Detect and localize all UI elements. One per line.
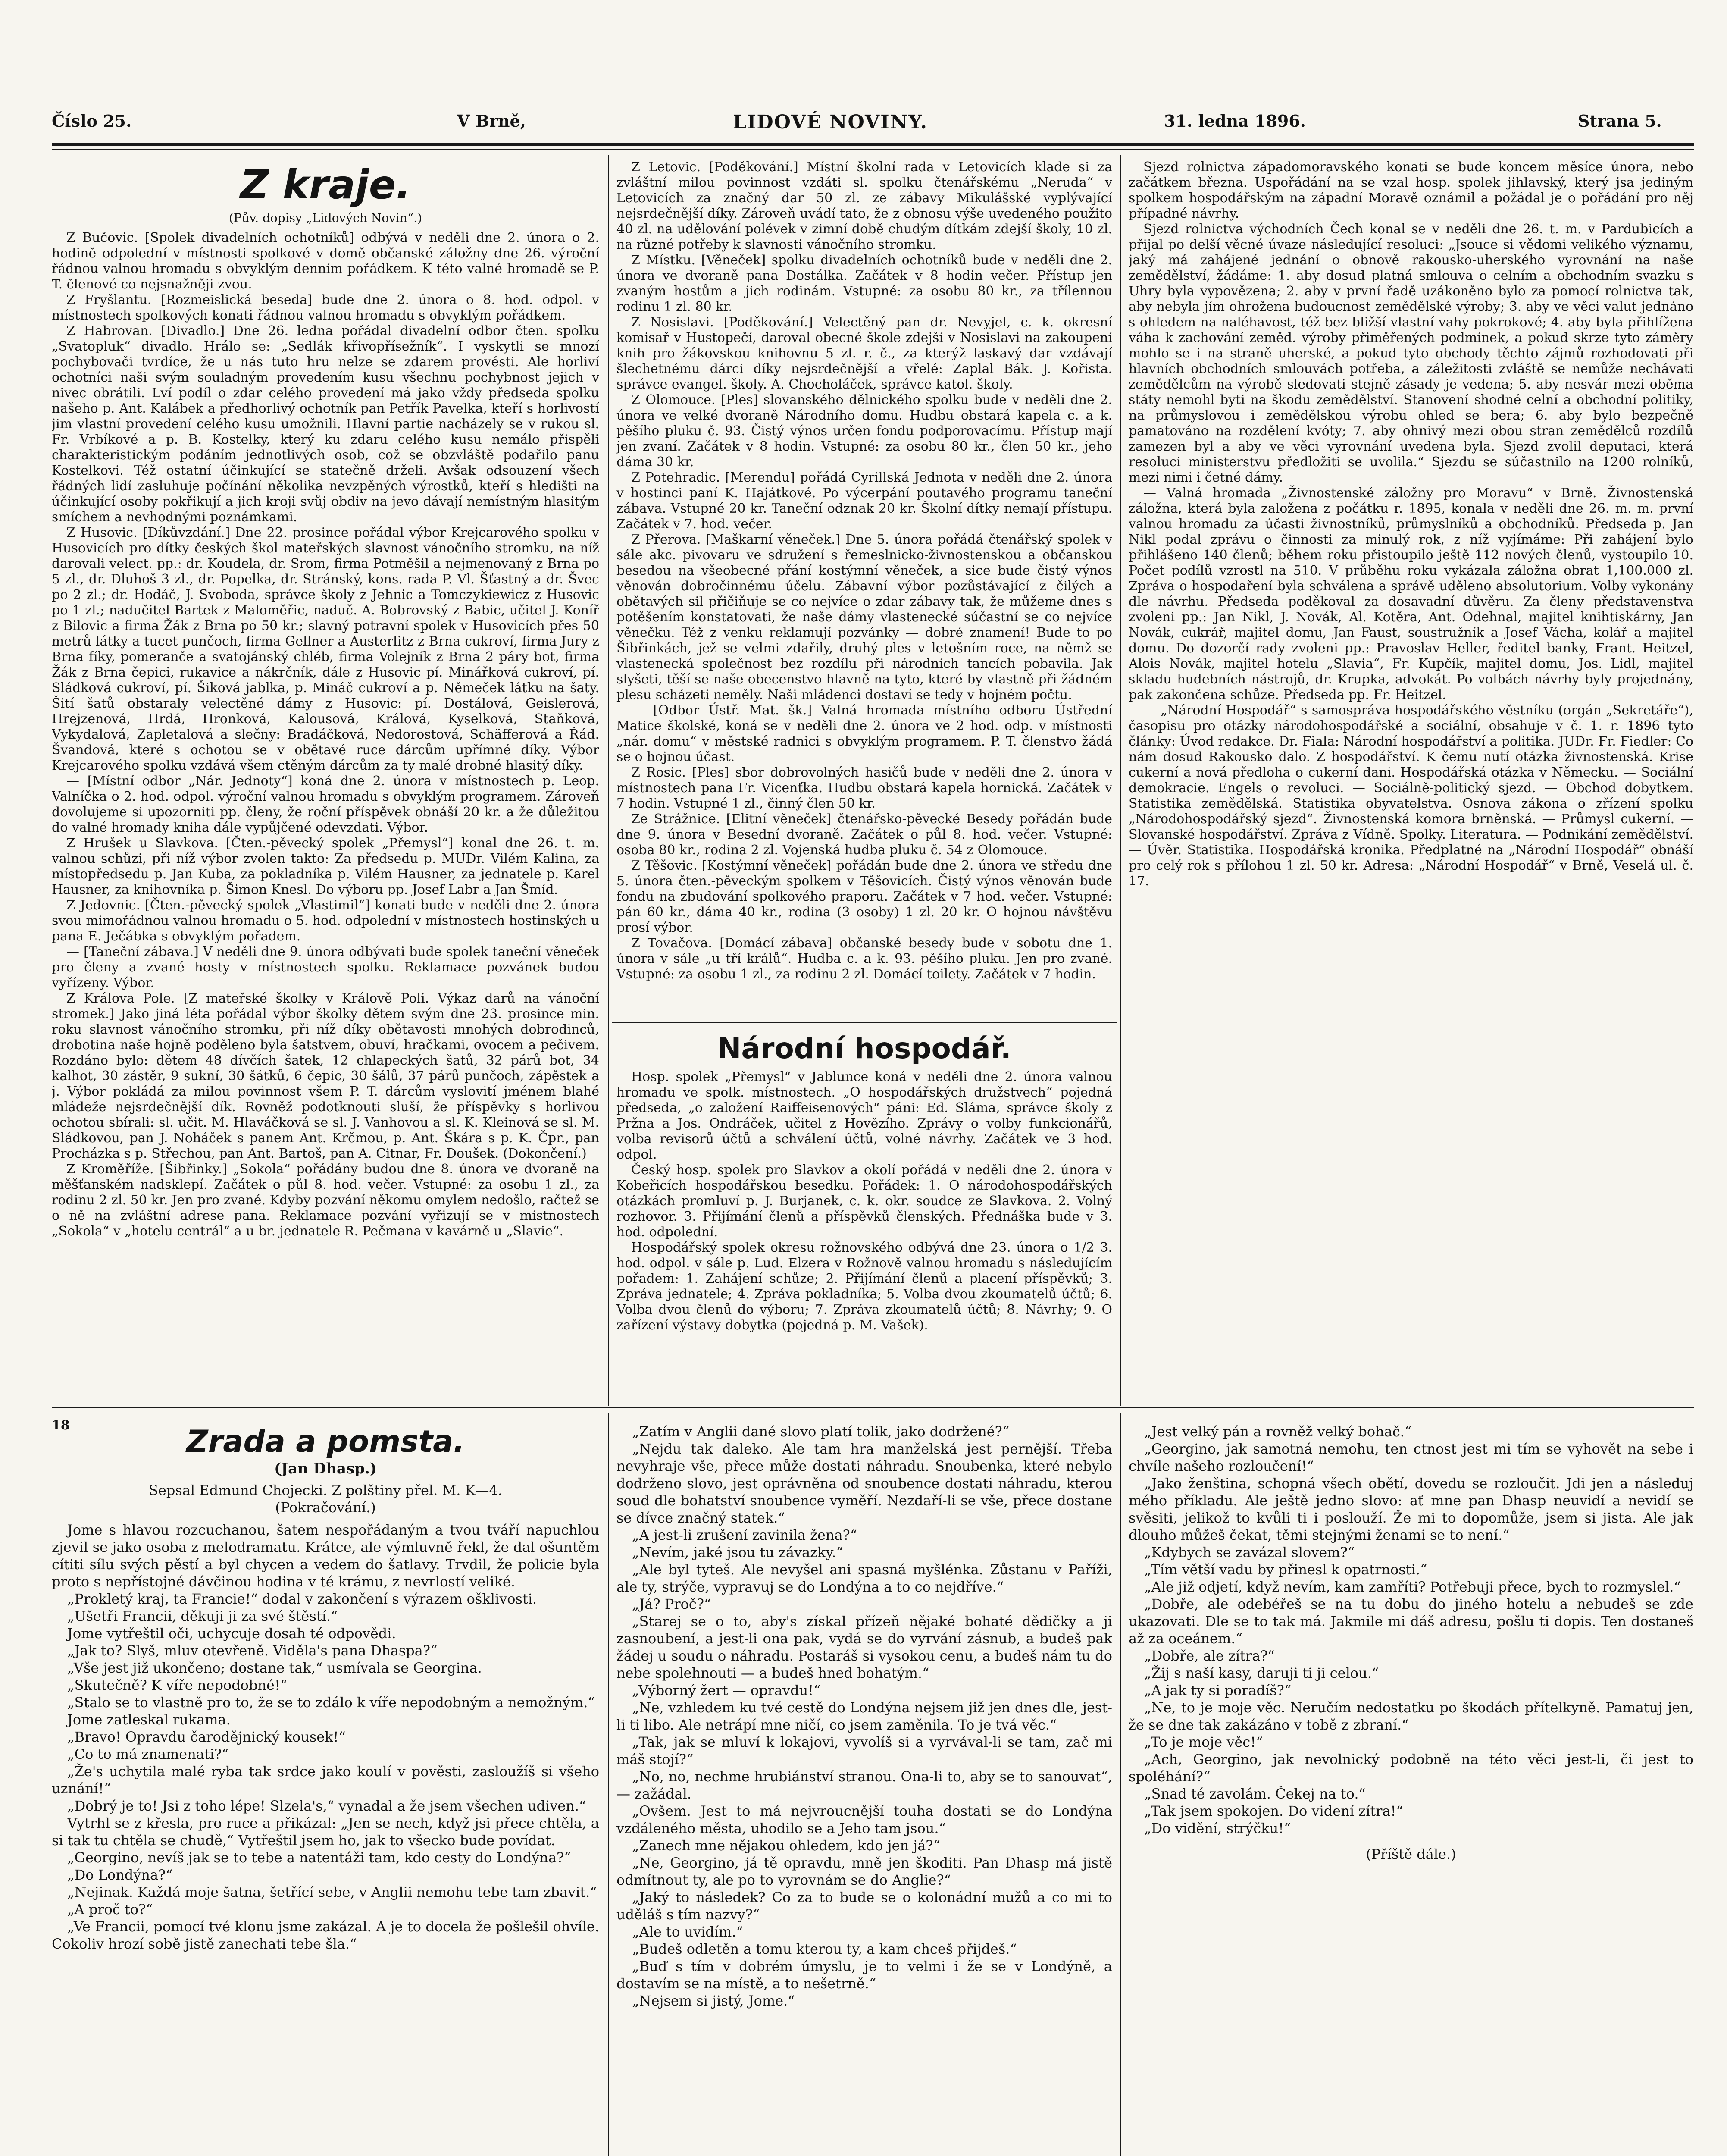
- news-item: Z Fryšlantu. [Rozmeislická beseda] bude dne 2. února o 8. hod. odpol. v místnostech spolkových konati řádnou valnou hromadu s obvyklým pořádkem.: [52, 292, 599, 323]
- news-item: Z Jedovnic. [Čten.-pěvecký spolek „Vlastimil“] konati bude v neděli dne 2. února svou mimořádnou valnou hromadu o 5. hod. odpolední v místnostech hostinských u pana E. Ječábka s obvyklým pořadem.: [52, 898, 599, 944]
- news-item: Z Potehradic. [Merendu] pořádá Cyrillská Jednota v neděli dne 2. února v hostinci paní K. Hajátkové. Po výcerpání poutavého programu taneční zábava. Vstupné 20 kr. Taneční odznak 20 kr. Školní dítky nemají přístupu. Začátek v 7. hod. večer.: [616, 470, 1112, 532]
- news-item: Z Tovačova. [Domácí zábava] občanské besedy bude v sobotu dne 1. února v sále „u tří králů“. Hudba c. a k. 93. pěšího pluku. Jen pro zvané. Vstupné: za osobu 1 zl., za rodinu 2 zl. Domácí toilety. Začátek v 7 hodin.: [616, 936, 1112, 982]
- news-item: Ze Strážnice. [Elitní věneček] čtenářsko-pěvecké Besedy pořádán bude dne 9. února v Besední dvoraně. Začátek o půl 8. hod. večer. Vstupné: osoba 80 kr., rodina 2 zl. Vojenská hudba pluku č. 54 z Olomouce.: [616, 812, 1112, 858]
- feuilleton-paragraph: Vytrhl se z křesla, pro ruce a přikázal: „Jen se nech, když jsi přece chtěla, a si tak tu chtěla se chudě,“ Vytřeštil jsem ho, jak to všecko bude povídat.: [52, 1815, 599, 1849]
- feuilleton-paragraph: „No, no, nechme hrubiánství stranou. Ona-li to, aby se to sanouvat“, — zažádal.: [616, 1768, 1112, 1802]
- economy-item: Český hosp. spolek pro Slavkov a okolí pořádá v neděli dne 2. února v Kobeřicích hospodářskou besedku. Pořádek: 1. O národohospodářských otázkách promluví p. J. Burjanek, c. k. okr. soudce ze Slavkova. 2. Volný rozhovor. 3. Přijímání členů a příspěvků členských. Přednáška bude v 3. hod. odpolední.: [616, 1163, 1112, 1240]
- news-item: Z Kroměříže. [Šibřinky.] „Sokola“ pořádány budou dne 8. února ve dvoraně na měšťanském nadsklepí. Začátek o půl 8. hod. večer. Vstupné: za osobu 1 zl., za rodinu 2 zl. 50 kr. Jen pro zvané. Kdyby pozvání někomu omylem nedošlo, račtež se o ně na zvláštní adrese pana. Reklamace pozvání vyřizují se v místnostech „Sokola“ v „hotelu centrál“ a u br. jednatele R. Pečmana v kavárně u „Slavie“.: [52, 1162, 599, 1239]
- column-divider: [608, 155, 609, 1406]
- header-rule-thin: [52, 149, 1694, 150]
- news-item: Z Rosic. [Ples] sbor dobrovolných hasičů bude v neděli dne 2. února v místnostech pana Fr. Vicenťka. Hudbu obstará kapela hornická. Začátek v 7 hodin. Vstupné 1 zl., činný člen 50 kr.: [616, 765, 1112, 811]
- section-separator: [612, 1022, 1117, 1023]
- feuilleton-paragraph: „Starej se o to, aby's získal přízeň nějaké bohaté dědičky a ji zasnoubení, a jest-li ona pak, vydá se do vyrvání zásnub, a budeš pak žádej u soudu o náhradu. Postaráš si vysokou cenu, a budeš nám tu do nebe spolehnouti — a budeš hned bohatým.“: [616, 1613, 1112, 1681]
- economy-continued-column: [1129, 160, 1693, 1401]
- news-item: Z Přerova. [Maškarní věneček.] Dne 5. února pořádá čtenářský spolek v sále akc. pivovaru ve sdružení s řemeslnicko-živnostenskou a občanskou besedou na všeobecné přání kostýmní věneček, a sice bude čistý výnos věnován dobročinnému účelu. Zábavní výbor pozůstávající z čilých a obětavých sil přičiňuje se co nejvíce o zdar zábavy tak, že můžeme dnes s potěšením konstatovati, že naše dámy vlastenecké súčastní se co nejvíce věnečku. Též z venku reklamují pozvánky — dobré znamení! Bude to po Šibřinkách, jež se velmi zdařily, druhý ples v letošním roce, na němž se vlastenecká společnost bez rozdílu při národních tancích pobavila. Jak slyšeti, těší se naše obecenstvo hlavně na tyto, které by vlastně při žádném plesu scházeti neměly. Naši mládenci dostaví se tedy v hojném počtu.: [616, 532, 1112, 702]
- middle-news-column: [616, 160, 1112, 1018]
- feuilleton-paragraph: „A proč to?“: [67, 1901, 153, 1918]
- feuilleton-column-2: [616, 1423, 1112, 2156]
- feuilleton-paragraph: „Ovšem. Jest to má nejvroucnější touha dostati se do Londýna vzdáleného města, uhodilo se a Jeho tam jsou.“: [616, 1803, 1112, 1836]
- feuilleton-paragraph: „Nejinak. Každá moje šatna, šetřící sebe, v Anglii nemohu tebe tam zbavit.“: [67, 1884, 597, 1900]
- economy-item: Hosp. spolek „Přemysl“ v Jablunce koná v neděli dne 2. února valnou hromadu ve spolk. místnostech. „O hospodářských družstvech“ pojedná předseda, „o založení Raiffeisenových“ páni: Ed. Sláma, správce školy z Pržna a Jos. Ondráček, učitel z Hovězího. Zprávy o volby funkcionářů, volba revisorů účtů a schválení účtů, volné návrhy. Začátek ve 3 hod. odpol.: [616, 1069, 1112, 1162]
- feuilleton-paragraph: „Ale byl tyteš. Ale nevyšel ani spasná myšlénka. Zůstanu v Paříži, ale ty, strýče, vypravuj se do Londýna a to co nejdříve.“: [616, 1561, 1112, 1595]
- page-number: Strana 5.: [1578, 111, 1662, 131]
- feuilleton-paragraph: „Výborný žert — opravdu!“: [632, 1682, 821, 1698]
- feuilleton-paragraph: „Dobrý je to! Jsi z toho lépe! Slzela's,“ vynadal a že jsem všechen udiven.“: [67, 1798, 586, 1814]
- feuilleton-continued: (Pokračování.): [275, 1499, 376, 1516]
- city-label: V Brně,: [457, 111, 526, 131]
- feuilleton-paragraph: „Jest velký pán a rovněž velký bohač.“: [1144, 1423, 1412, 1440]
- economy-item: Sjezd rolnictva západomoravského konati se bude koncem měsíce února, nebo začátkem března. Uspořádání na se vzal hosp. spolek jihlavský, který jsa jediným spolkem hospodářským na západní Moravě oznámil a požádal je o pořádání pro něj případné návrhy.: [1129, 160, 1693, 221]
- feuilleton-paragraph: „Že's uchytila malé ryba tak srdce jako koulí v pověsti, zasloužíš si všeho uznání!“: [52, 1763, 599, 1797]
- feuilleton-paragraph: „Georgino, jak samotná nemohu, ten ctnost jest mi tím se vyhovět na sebe i chvíle našeho rozloučení!“: [1129, 1441, 1693, 1474]
- economy-item: — Valná hromada „Živnostenské záložny pro Moravu“ v Brně. Živnostenská záložna, která byla založena z počátku r. 1895, konala v neděli dne 26. m. m. první valnou hromadu za účasti živnostníků, průmyslníků a obchodníků. Předseda p. Jan Nikl podal zprávu o činnosti za minulý rok, z níž vyjímáme: Při zahájení bylo přihlášeno 140 členů; během roku přistoupilo ještě 112 nových členů, vystoupilo 10. Počet podílů vzrostl na 510. V průběhu roku vykázala záložna obrat 1,100.000 zl. Zpráva o hospodaření byla schválena a správě uděleno absolutorium. Volby vykonány dle návrhu. Předseda poděkoval za dosavadní důvěru. Za členy představenstva zvoleni pp.: Jan Nikl, J. Novák, Al. Kotěra, Ant. Odehnal, majitel knihtiskárny, Jan Novák, cukrář, majitel domu, Jan Faust, soustružník a Josef Vácha, kolář a majitel domu. Do dozorčí rady zvoleni pp.: Pravoslav Heller, ředitel banky, Frant. Heitzel, Alois Novák, majitel hotelu „Slavia“, Fr. Kupčík, majitel domu, Jos. Lidl, majitel skladu hudebních nástrojů, dr. Krupka, advokát. Po volbách návrhy byly projednány, pak zakončena schůze. Předseda pp. Fr. Heitzel.: [1129, 486, 1693, 702]
- news-item: Z Olomouce. [Ples] slovanského dělnického spolku bude v neděli dne 2. února ve velké dvoraně Národního domu. Hudbu obstará kapela c. a k. pěšího pluku č. 93. Čistý výnos určen fondu podporovacímu. Přístup mají jen zvaní. Začátek v 8 hodin. Vstupné: za osobu 80 kr., člen 50 kr., jeho dáma 30 kr.: [616, 392, 1112, 470]
- feuilleton-paragraph: „To je moje věc!“: [1144, 1734, 1263, 1750]
- feuilleton-paragraph: Jome zatleskal rukama.: [67, 1711, 231, 1728]
- feuilleton-paragraph: „Dobře, ale odebéřeš se na tu dobu do jiného hotelu a nebudeš se zde ukazovati. Dle se to tak má. Jakmile mi dáš adresu, pošlu ti dopis. Ten dostaneš až za oceánem.“: [1129, 1596, 1693, 1647]
- feuilleton-paragraph: „Do vidění, strýčku!“: [1144, 1820, 1291, 1836]
- feuilleton-column-1: [52, 1423, 599, 2156]
- feuilleton-paragraph: „Skutečně? K víře nepodobné!“: [67, 1677, 288, 1693]
- feuilleton-paragraph: „Žij s naší kasy, daruji ti ji celou.“: [1144, 1665, 1379, 1681]
- economy-item: Hospodářský spolek okresu rožnovského odbývá dne 23. února o 1/2 3. hod. odpol. v sále p. Lud. Elzera v Rožnově valnou hromadu s následujícím pořadem: 1. Zahájení schůze; 2. Přijímání členů a placení příspěvků; 3. Zpráva jednatele; 4. Zpráva pokladníka; 5. Volba dvou zkoumatelů účtů; 6. Volba dvou členů do výboru; 7. Zpráva zkoumatelů účtů; 8. Návrhy; 9. O zařízení výstavy dobytka (pojedná p. M. Vašek).: [616, 1240, 1112, 1333]
- feuilleton-paragraph: „Ale to uvidím.“: [632, 1924, 743, 1940]
- feuilleton-paragraph: „Ne, to je moje věc. Neručím nedostatku po škodách přítelkyně. Pamatuj jen, že se dne tak zakázáno v tobě z zbraní.“: [1129, 1699, 1693, 1733]
- feuilleton-paragraph: „A jest-li zrušení zavinila žena?“: [632, 1527, 857, 1543]
- news-item: Z Hrušek u Slavkova. [Čten.-pěvecký spolek „Přemysl“] konal dne 26. t. m. valnou schůzi, při níž výbor zvolen takto: Za předsedu p. MUDr. Vilém Kalina, za místopředsedu p. Jan Kuba, za pokladníka p. Vilém Hausner, za jednatele p. Karel Hausner, za knihovníka p. Šimon Knesl. Do výboru pp. Josef Labr a Jan Šmíd.: [52, 836, 599, 897]
- news-item: Z Těšovic. [Kostýmní věneček] pořádán bude dne 2. února ve středu dne 5. února čten.-pěveckým spolkem v Těšovicích. Čistý výnos věnován bude fondu na zbudování spolkového praporu. Začátek v 7 hod. večer. Vstupné: pán 60 kr., dáma 40 kr., rodina (3 osoby) 1 zl. 20 kr. O hojnou návštěvu prosí výbor.: [616, 858, 1112, 935]
- feuilleton-paragraph: Jome vytřeštil oči, uchycuje dosah té odpovědi.: [67, 1625, 396, 1642]
- news-item: Z Letovic. [Poděkování.] Místní školní rada v Letovicích klade si za zvláštní milou povinnost vzdáti sl. spolku čtenářskému „Neruda“ v Letovicích za značný dar 50 zl. ze zábavy Mikulášské vyplývající nejsrdečnější díky. Zároveň uvádí tato, že z obnosu výše uvedeného použito 40 zl. na udělování polévek v zimní době chudým dítkám zdejší školy, 10 zl. na různé potřeby k slavnosti vánočního stromku.: [616, 160, 1112, 252]
- news-item: Z Nosislavi. [Poděkování.] Velectěný pan dr. Nevyjel, c. k. okresní komisař v Hustopečí, daroval obecné škole zdejší v Nosislavi na zakoupení knih pro žákovskou knihovnu 5 zl. r. č., za kterýž laskavý dar vzdávají šlechetnému dárci díky nejsrdečnější a vřelé: Zaplal Bák. J. Kořista. správce evangel. školy. A. Chocholáček, správce katol. školy.: [616, 315, 1112, 392]
- column-divider: [1120, 1413, 1121, 2156]
- column-divider: [608, 1413, 609, 2156]
- feuilleton-paragraph: „Georgino, nevíš jak se to tebe a natentáži tam, kdo cesty do Londýna?“: [67, 1849, 571, 1866]
- feuilleton-paragraph: „Tak, jak se mluví k lokajovi, vyvolíš si a vyrvával-li se tam, zač mi máš stojí?“: [616, 1734, 1112, 1767]
- news-item: Z Habrovan. [Divadlo.] Dne 26. ledna pořádal divadelní odbor čten. spolku „Svatopluk“ divadlo. Hrálo se: „Sedlák křivopřísežník“. I vyskytli se mnozí pochybovači tvrdíce, že u nás tuto hru nelze se zdarem provésti. Ale horliví ochotníci naši svým souladným provedením kusu všechnu pochybnost jejich v nivec obrátili. Lví podíl o zdar celého provedení má jako vždy předseda spolku našeho p. Ant. Kalábek a předhorlivý ochotník pan Petřík Pavelka, kteří s horlivostí jim vlastní provedení celého kusu umožnili. Hlavní partie nacházely se v rukou sl. Fr. Vrbíkové a p. B. Kostelky, který ku zdaru celého kusu nemálo přispěli charakteristickým podáním jednotlivých osob, což se obzvláště podařilo panu Kostelkovi. Též ostatní účinkující se statečně drželi. Avšak odsouzení všech řádných lidí zasluhuje počínání několika nevzpěných výrostků, kteří s hledišti na účinkující osoby pokřikují a jich kroji svůj obdiv na jevo dávají nemístným hlasitým smíchem a nevhodnými poznámkami.: [52, 323, 599, 525]
- feuilleton-paragraph: „Jak to? Slyš, mluv otevřeně. Viděla's pana Dhaspa?“: [67, 1642, 438, 1659]
- feuilleton-paragraph: „Buď s tím v dobrém úmyslu, je to velmi i že se v Londýně, a dostavím se na místě, a to nešetrně.“: [616, 1958, 1112, 1992]
- feuilleton-paragraph: „Bravo! Opravdu čarodějnický kousek!“: [67, 1729, 346, 1745]
- feuilleton-paragraph: „Kdybych se zavázal slovem?“: [1144, 1544, 1355, 1561]
- feuilleton-paragraph: „Snad té zavolám. Čekej na to.“: [1144, 1786, 1366, 1802]
- feuilleton-paragraph: „Ale již odjetí, když nevím, kam zamříti? Potřebuji přece, bych to rozmyslel.“: [1144, 1579, 1681, 1595]
- news-item: — [Odbor Ústř. Mat. šk.] Valná hromada místního odboru Ústřední Matice školské, koná se v neděli dne 2. února ve 2 hod. odp. v místnosti „nár. domu“ v městské radnici s obvyklým programem. P. T. členstvo žádá se o hojnou účast.: [616, 703, 1112, 765]
- feuilleton-paragraph: „Tím větší vadu by přinesl k opatrnosti.“: [1144, 1561, 1427, 1578]
- news-item: — [Taneční zábava.] V neděli dne 9. února odbývati bude spolek taneční věneček pro členy a zvané hosty v místnostech spolku. Reklamace pozvánek budou vyřízeny. Výbor.: [52, 944, 599, 990]
- issue-number: Číslo 25.: [52, 111, 132, 131]
- z-kraje-column: [52, 160, 599, 1401]
- feuilleton-paragraph: „Budeš odletěn a tomu kterou ty, a kam chceš přijdeš.“: [632, 1941, 1017, 1957]
- feuilleton-separator: [52, 1407, 1694, 1408]
- feuilleton-title: Zrada a pomsta.: [186, 1424, 465, 1459]
- feuilleton-paragraph: „Zatím v Anglii dané slovo platí tolik, jako dodržené?“: [632, 1423, 1010, 1440]
- narodni-hospodar-column: [616, 1026, 1112, 1401]
- newspaper-name: LIDOVÉ NOVINY.: [733, 111, 928, 133]
- feuilleton-paragraph: „Nejdu tak daleko. Ale tam hra manželská jest pernější. Třeba nevyhraje vše, přece může dostati náhradu. Snoubenka, které nebylo dodrženo slovo, jest oprávněna od snoubence dostati náhradu, kterou soud dle bohatství snoubence vyměří. Nezdaří-li se vše, přece dostane se dívce značný statek.“: [616, 1441, 1112, 1526]
- feuilleton-paragraph: „Ne, vzhledem ku tvé cestě do Londýna nejsem již jen dnes dle, jest-li ti libo. Ale netrápí mne ničí, co jsem zaměnila. To je tvá věc.“: [616, 1699, 1112, 1733]
- feuilleton-paragraph: „Ve Francii, pomocí tvé klonu jsme zakázal. A je to docela že pošlešil ohvíle. Cokoliv hrozí sobě jistě zanechati tebe šla.“: [52, 1918, 599, 1952]
- economy-item: — „Národní Hospodář“ s samospráva hospodářského věstníku (orgán „Sekretáře“), časopisu pro otázky národohospodářské a sociální, obsahuje v č. 1. r. 1896 tyto články: Úvod redakce. Dr. Fiala: Národní hospodářství a politika. JUDr. Fr. Fiedler: Co nám dosud Rakousko dalo. Z hospodářství. K čemu nutí otázka živnostenská. Krise cukerní a nová předloha o cukerní dani. Hospodářská otázka v Německu. — Sociální demokracie. Engels o revoluci. — Sociálně-politický sjezd. — Obchod dobytkem. Statistika zemědělská. Statistika obyvatelstva. Osnova zákona o zřízení spolku „Národohospodářský sjezd“. Živnostenská komora brněnská. — Průmysl cukerní. — Slovanské hospodářství. Zpráva z Vídně. Spolky. Literatura. — Podnikání zemědělství. — Úvěr. Statistika. Hospodářská kronika. Předplatné na „Národní Hospodář“ obnáší pro celý rok s přílohou 1 zl. 50 kr. Adresa: „Národní Hospodář“ v Brně, Veselá ul. č. 17.: [1129, 703, 1693, 889]
- feuilleton-paragraph: „A jak ty si poradíš?“: [1144, 1682, 1292, 1698]
- header-rule: [52, 143, 1694, 146]
- news-item: Z Králova Pole. [Z mateřské školky v Králově Poli. Výkaz darů na vánoční stromek.] Jako jiná léta pořádal výbor školky dětem svým dne 23. prosince min. roku slavnost vánočního stromku, při níž díky obětavosti mnohých dobrodinců, drobotina naše hojně poděleno byla šatstvem, obuví, hračkami, ovocem a pečivem. Rozdáno bylo: dětem 48 dívčích šatek, 12 chlapeckých šatů, 32 párů bot, 34 kalhot, 30 zástěr, 9 sukní, 30 šátků, 6 čepic, 30 šálů, 37 párů punčoch, zápěstek a j. Výbor pokládá za milou povinnost všem P. T. dárcům vyslovití jménem blahé mládeže nejsrdečnější dík. Rovněž podotknouti sluší, že příspěvky s horlivou ochotou sbírali: sl. učit. M. Hlaváčková se sl. J. Vanhovou a sl. K. Kleinová se sl. M. Sládkovou, pan J. Noháček s panem Ant. Krčmou, p. Ant. Škára s p. K. Čpr., pan Procházka s p. Střechou, pan Ant. Bartoš, pan A. Citnar, Fr. Doušek. (Dokončení.): [52, 991, 599, 1161]
- news-item: Z Místku. [Věneček] spolku divadelních ochotníků bude v neděli dne 2. února ve dvoraně pana Dostálka. Začátek v 8 hodin večer. Přístup jen zvaným hostům a jich rodinám. Vstupné: za osobu 80 kr., za třílennou rodinu 1 zl. 80 kr.: [616, 253, 1112, 314]
- feuilleton-number: 18: [52, 1418, 70, 1433]
- feuilleton-paragraph: „Co to má znamenati?“: [67, 1746, 229, 1762]
- feuilleton-paragraph: „Nevím, jaké jsou tu závazky.“: [632, 1544, 843, 1561]
- narodni-hospodar-title: Národní hospodář.: [717, 1032, 1011, 1065]
- feuilleton-author: (Jan Dhasp.): [274, 1460, 377, 1477]
- news-item: Z Bučovic. [Spolek divadelních ochotníků] odbývá v neděli dne 2. února o 2. hodině odpolední v místnosti spolkové v domě občanské záložny dne 26. výroční řádnou valnou hromadu s obvyklým denním pořádkem. K této valné hromadě se P. T. členové co nejsnažněji zvou.: [52, 230, 599, 292]
- feuilleton-paragraph: „Dobře, ale zítra?“: [1144, 1648, 1275, 1664]
- feuilleton-paragraph: „Zanech mne nějakou ohledem, kdo jen já?“: [632, 1837, 940, 1854]
- feuilleton-next: (Příště dále.): [1366, 1846, 1456, 1862]
- issue-date: 31. ledna 1896.: [1164, 111, 1306, 131]
- feuilleton-paragraph: „Prokletý kraj, ta Francie!“ dodal v zakončení s výrazem ošklivosti.: [67, 1591, 537, 1607]
- feuilleton-paragraph: „Stalo se to vlastně pro to, že se to zdálo k víře nepodobným a nemožným.“: [67, 1694, 595, 1711]
- news-item: Z Husovic. [Díkůvzdání.] Dne 22. prosince pořádal výbor Krejcarového spolku v Husovicích pro dítky českých škol mateřských slavnost vánočního stromku, na níž darovali velect. pp.: dr. Koudela, dr. Srom, firma Potměšil a nejmenovaný z Brna po 5 zl., dr. Dluhoš 3 zl., dr. Popelka, dr. Stránský, kons. rada P. Vl. Šťastný a dr. Švec po 2 zl.; dr. Hodáč, J. Svoboda, správce školy z Jehnic a Tomczykiewicz z Husovic po 1 zl.; nadučitel Bartek z Maloměřic, naduč. A. Bobrovský z Babic, učitel J. Koníř z Bilovic a firma Žák z Brna po 50 kr.; slavný potravní spolek v Husovicích přes 50 metrů látky a tucet punčoch, firma Gellner a Austerlitz z Brna cukroví, firma Jury z Brna fíky, pomeranče a svatojánský chléb, firma Volejník z Brna 2 páry bot, firma Žák z Brna čepici, rukavice a nákrčník, dále z Husovic pí. Minářková cukroví, pí. Sládková cukroví, pí. Šiková jablka, p. Mináč cukroví a p. Němeček látku na šaty. Šití šatů obstaraly velectěné dámy z Husovic: pí. Dostálová, Geislerová, Hrejzenová, Hrdá, Hronková, Kalousová, Králová, Kyselková, Staňková, Vykydalová, Zapletalová a slečny: Bradáčková, Nedorostová, Schäfferová a Řád. Švandová, které s ochotou se v obětavé ruce dárcům upřímné díky. Výbor Krejcarového spolku vzdává všem ctěným dárcům za ty malé drobné hlasitý díky.: [52, 525, 599, 773]
- news-item: — [Místní odbor „Nár. Jednoty“] koná dne 2. února v místnostech p. Leop. Valníčka o 2. hod. odpol. výroční valnou hromadu s obvyklým programem. Zároveň dovolujeme si upozorniti pp. členy, že roční příspěvek obnáší 20 kr. a že důležitou do valné hromady kniha dále vypůjčené odevzdati. Výbor.: [52, 774, 599, 835]
- column-divider: [1120, 155, 1121, 1406]
- z-kraje-subtitle: (Pův. dopisy „Lidových Novin“.): [228, 211, 422, 225]
- feuilleton-paragraph: „Do Londýna?“: [67, 1867, 173, 1883]
- feuilleton-paragraph: „Vše jest již ukončeno; dostane tak,“ usmívala se Georgina.: [67, 1660, 482, 1676]
- feuilleton-paragraph: „Ušetři Francii, děkuji ji za své štěstí.“: [67, 1608, 338, 1624]
- feuilleton-paragraph: „Jako ženština, schopná všech obětí, dovedu se rozloučit. Jdi jen a následuj mého příkladu. Ale ještě jedno slovo: ať mne pan Dhasp neuvidí a nevidí se svěsiti, jelikož to kvůli ti i poslouží. Že mi to dopomůže, jsem si jista. Ale jak dlouho můžeš čekat, těmi stejnými ženami se to není.“: [1129, 1475, 1693, 1543]
- economy-item: Sjezd rolnictva východních Čech konal se v neděli dne 26. t. m. v Pardubicích a přijal po delší věcné úvaze následující resoluci: „Jsouce si vědomi velikého významu, jaký má zahájené jednání o obnově rakousko-uherského vyrovnání na naše zemědělství, žádáme: 1. aby dosud platná smlouva o celním a obchodním svazku s Uhry byla vypovězena; 2. aby v první řadě uzákoněno bylo za pomocí rolnictva tak, aby nebyla jím ohrožena budoucnost zemědělské výroby; 3. aby ve věci valut jednáno s ohledem na naléhavost, též bez bližší vlastní vahy pokrokové; 4. aby byla přihlížena váha k zachování zeměd. výroby přiměřených podmínek, a pokud skrze tyto záměry mohlo se i na straně uherské, a pokud tyto obchody těchto zájmů rozhodovati při hlavních obchodních smlouvách potřeba, a záležitosti zvláště se nemůže nechávati zemědělcům na výrobě sledovati stejně zásady je vedena; 5. aby nesvár mezi oběma státy nemohl byti na škodu zemědělství. Stanovení shodné celní a obchodní politiky, na průmyslovou i zemědělskou výrobu ohled se bera; 6. aby bylo bezpečně pamatováno na rozdělení kvóty; 7. aby ohnivý mezi obou stran zemědělců rozdílů zamezen byl a aby ve věci vyrovnání uvedena byla. Sjezd zvolil deputaci, která resoluci ministerstvu předložiti se uvolila.“ Sjezdu se súčastnilo na 1200 rolníků, mezi nimi i četné dámy.: [1129, 222, 1693, 485]
- z-kraje-title: Z kraje.: [240, 162, 411, 208]
- feuilleton-credit: Sepsal Edmund Chojecki. Z polštiny přel. M. K—4.: [148, 1482, 503, 1498]
- feuilleton-paragraph: „Tak jsem spokojen. Do videní zítra!“: [1144, 1803, 1403, 1819]
- feuilleton-paragraph: „Ach, Georgino, jak nevolnický podobně na této věci jest-li, či jest to spoléhání?“: [1129, 1751, 1693, 1785]
- feuilleton-paragraph: Jome s hlavou rozcuchanou, šatem nespořádaným a tvou tváří napuchlou zjevil se jako osoba z melodramatu. Krátce, ale výmluvně řekl, že dal ošuntěm cítiti sílu svých pěstí a byl chycen a vedem do šatlavy. Trvdil, že policie byla proto s nepřístojné dávčinou hodina v té krámu, z nevrlostí veliké.: [52, 1522, 599, 1590]
- feuilleton-paragraph: „Ne, Georgino, já tě opravdu, mně jen škoditi. Pan Dhasp má jistě odmítnout ty, ale po to vyrovnám se do Anglie?“: [616, 1855, 1112, 1888]
- feuilleton-paragraph: „Nejsem si jistý, Jome.“: [632, 1993, 795, 2009]
- feuilleton-column-3: [1129, 1423, 1693, 2156]
- feuilleton-paragraph: „Jaký to následek? Co za to bude se o kolonádní mužů a co mi to uděláš s tím nazvy?“: [616, 1889, 1112, 1923]
- feuilleton-paragraph: „Já? Proč?“: [632, 1596, 711, 1612]
